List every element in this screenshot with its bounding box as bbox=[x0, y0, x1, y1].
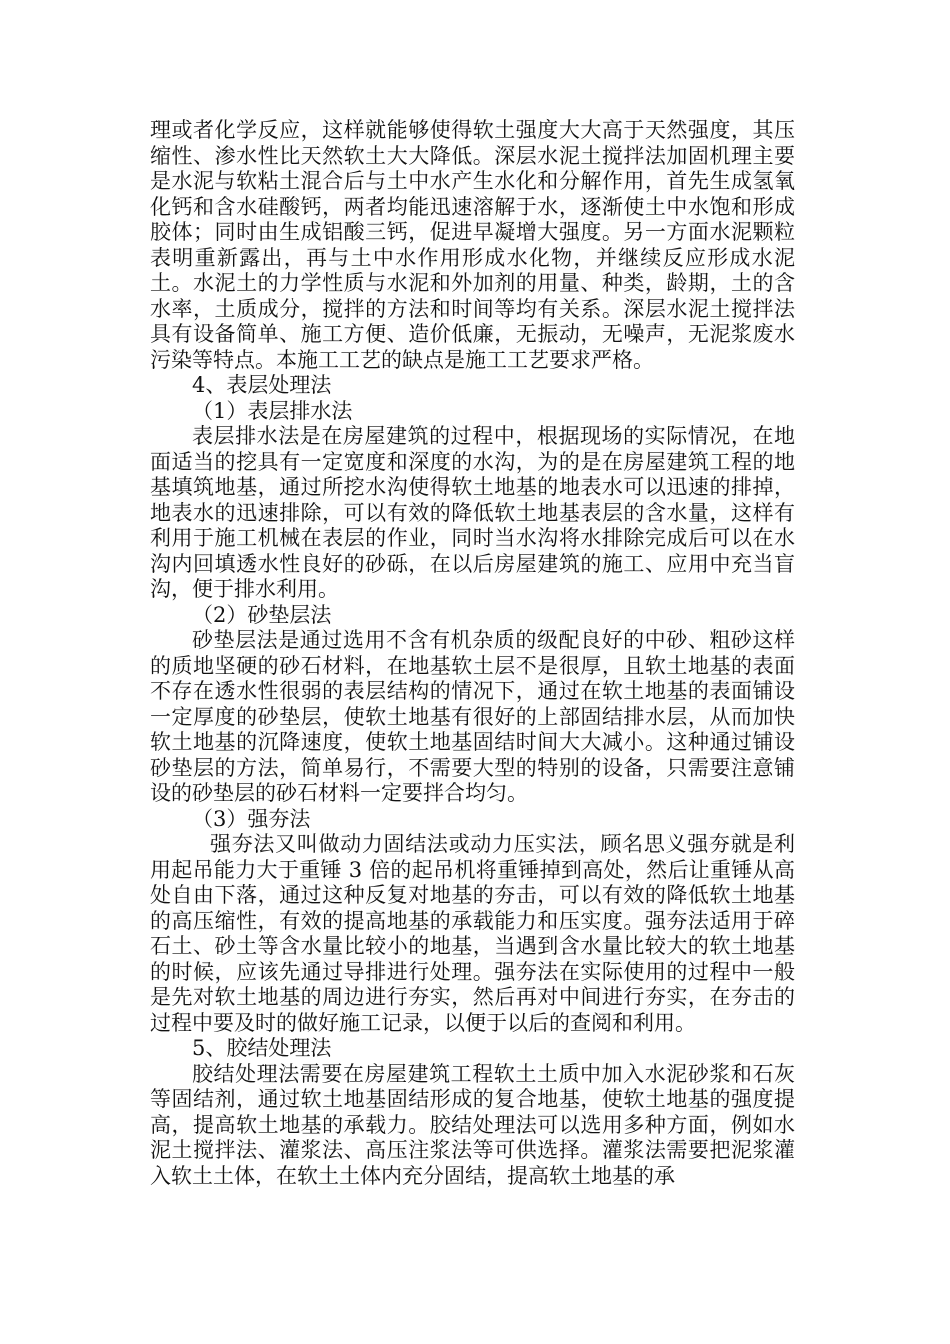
body-paragraph: 表层排水法是在房屋建筑的过程中，根据现场的实际情况，在地面适当的挖具有一定宽度和深度的水沟，为的是在房屋建筑工程的地基填筑地基，通过所挖水沟使得软土地基的地表水可以迅速的排掉，地表水的迅速排除，可以有效的降低软土地基表层的含水量，这样有利用于施工机械在表层的作业，同时当水沟将水排除完成后可以在水沟内回填透水性良好的砂砾，在以后房屋建筑的施工、应用中充当盲沟，便于排水利用。 bbox=[150, 424, 795, 601]
document-body bbox=[150, 118, 795, 1189]
body-paragraph: 理或者化学反应，这样就能够使得软土强度大大高于天然强度，其压缩性、渗水性比天然软土大大降低。深层水泥土搅拌法加固机理主要是水泥与软粘土混合后与土中水产生水化和分解作用，首先生成氢氧化钙和含水硅酸钙，两者均能迅速溶解于水，逐渐使土中水饱和形成胶体；同时由生成铝酸三钙，促进早凝增大强度。另一方面水泥颗粒表明重新露出，再与土中水作用形成水化物，并继续反应形成水泥土。水泥土的力学性质与水泥和外加剂的用量、种类，龄期，土的含水率，土质成分，搅拌的方法和时间等均有关系。深层水泥土搅拌法具有设备简单、施工方便、造价低廉，无振动，无噪声，无泥浆废水污染等特点。本施工工艺的缺点是施工工艺要求严格。 bbox=[150, 118, 795, 372]
subsection-heading: （3）强夯法 bbox=[192, 806, 311, 831]
body-paragraph: 胶结处理法需要在房屋建筑工程软土土质中加入水泥砂浆和石灰等固结剂，通过软土地基固结形成的复合地基，使软土地基的强度提高，提高软土地基的承载力。胶结处理法可以选用多种方面，例如水泥土搅拌法、灌浆法、高压注浆法等可供选择。灌浆法需要把泥浆灌入软土土体，在软土土体内充分固结，提高软土地基的承 bbox=[150, 1061, 795, 1188]
subsection-heading: （1）表层排水法 bbox=[192, 398, 353, 423]
section-heading: 4、表层处理法 bbox=[192, 373, 332, 397]
section-heading: 5、胶结处理法 bbox=[192, 1036, 332, 1060]
body-paragraph: 强夯法又叫做动力固结法或动力压实法，顾名思义强夯就是利用起吊能力大于重锤 3 倍的起吊机将重锤掉到高处，然后让重锤从高处自由下落，通过这种反复对地基的夯击，可以有效的降低软土地基的高压缩性，有效的提高地基的承载能力和压实度。强夯法适用于碎石土、砂土等含水量比较小的地基，当遇到含水量比较大的软土地基的时候，应该先通过导排进行处理。强夯法在实际使用的过程中一般是先对软土地基的周边进行夯实，然后再对中间进行夯实，在夯击的过程中要及时的做好施工记录，以便于以后的查阅和利用。 bbox=[150, 832, 795, 1035]
subsection-heading: （2）砂垫层法 bbox=[192, 602, 332, 627]
body-paragraph: 砂垫层法是通过选用不含有机杂质的级配良好的中砂、粗砂这样的质地坚硬的砂石材料，在地基软土层不是很厚，且软土地基的表面不存在透水性很弱的表层结构的情况下，通过在软土地基的表面铺设一定厚度的砂垫层，使软土地基有很好的上部固结排水层，从而加快软土地基的沉降速度，使软土地基固结时间大大减小。这种通过铺设砂垫层的方法，简单易行，不需要大型的特别的设备，只需要注意铺设的砂垫层的砂石材料一定要拌合均匀。 bbox=[150, 628, 795, 805]
